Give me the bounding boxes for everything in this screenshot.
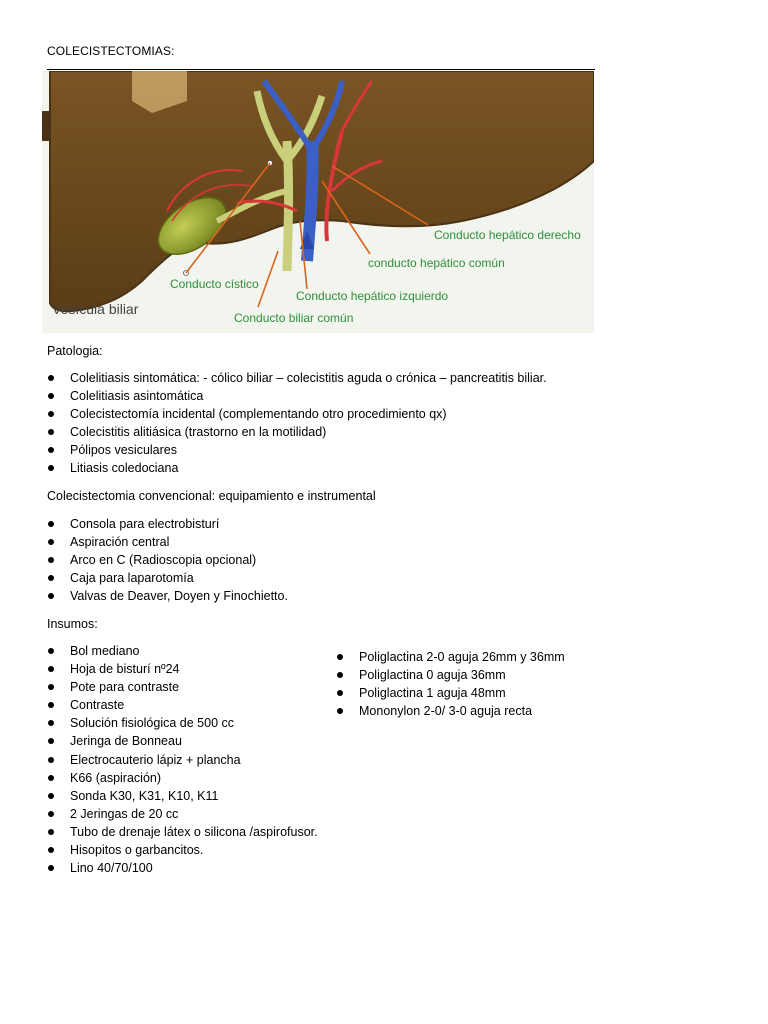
patologia-heading: Patologia: xyxy=(47,344,103,358)
insumos-left-list xyxy=(47,642,318,877)
list-item: 2 Jeringas de 20 cc xyxy=(47,805,318,823)
list-item: Aspiración central xyxy=(47,533,288,551)
convencional-list xyxy=(47,515,288,605)
list-item: Poliglactina 0 aguja 36mm xyxy=(336,666,565,684)
label-hepatico-comun: conducto hepático común xyxy=(368,256,505,270)
list-item: Pote para contraste xyxy=(47,678,318,696)
list-item: Colecistectomía incidental (complementando otro procedimiento qx) xyxy=(47,405,547,423)
title-divider xyxy=(47,69,595,70)
list-item: Litiasis coledociana xyxy=(47,459,547,477)
list-item: Lino 40/70/100 xyxy=(47,859,318,877)
label-biliar-comun: Conducto biliar común xyxy=(234,311,354,325)
list-item: Jeringa de Bonneau xyxy=(47,732,318,750)
list-item: Poliglactina 2-0 aguja 26mm y 36mm xyxy=(336,648,565,666)
document-title: COLECISTECTOMIAS: xyxy=(47,44,175,58)
list-item: Contraste xyxy=(47,696,318,714)
list-item: Electrocauterio lápiz + plancha xyxy=(47,751,318,769)
list-item: Bol mediano xyxy=(47,642,318,660)
insumos-right-list xyxy=(336,648,565,720)
list-item: Mononylon 2-0/ 3-0 aguja recta xyxy=(336,702,565,720)
list-item: Colecistitis alitiásica (trastorno en la motilidad) xyxy=(47,423,547,441)
patologia-list xyxy=(47,369,547,478)
list-item: Solución fisiológica de 500 cc xyxy=(47,714,318,732)
list-item: Poliglactina 1 aguja 48mm xyxy=(336,684,565,702)
convencional-heading: Colecistectomia convencional: equipamiento e instrumental xyxy=(47,489,376,503)
list-item: K66 (aspiración) xyxy=(47,769,318,787)
list-item: Arco en C (Radioscopia opcional) xyxy=(47,551,288,569)
list-item: Sonda K30, K31, K10, K11 xyxy=(47,787,318,805)
anatomy-figure xyxy=(42,71,594,333)
label-hepatico-derecho: Conducto hepático derecho xyxy=(434,228,581,242)
list-item: Hoja de bisturí nº24 xyxy=(47,660,318,678)
label-vesicula: Vesícula biliar xyxy=(52,301,139,317)
biliary-anatomy-illustration xyxy=(42,71,594,333)
label-hepatico-izquierdo: Conducto hepático izquierdo xyxy=(296,289,449,303)
list-item: Tubo de drenaje látex o silicona /aspirofusor. xyxy=(47,823,318,841)
list-item: Colelitiasis sintomática: - cólico biliar – colecistitis aguda o crónica – pancreatitis biliar. xyxy=(47,369,547,387)
list-item: Caja para laparotomía xyxy=(47,569,288,587)
insumos-heading: Insumos: xyxy=(47,617,98,631)
list-item: Colelitiasis asintomática xyxy=(47,387,547,405)
list-item: Hisopitos o garbancitos. xyxy=(47,841,318,859)
list-item: Valvas de Deaver, Doyen y Finochietto. xyxy=(47,587,288,605)
label-cistico: Conducto cístico xyxy=(170,277,259,291)
list-item: Pólipos vesiculares xyxy=(47,441,547,459)
list-item: Consola para electrobisturí xyxy=(47,515,288,533)
